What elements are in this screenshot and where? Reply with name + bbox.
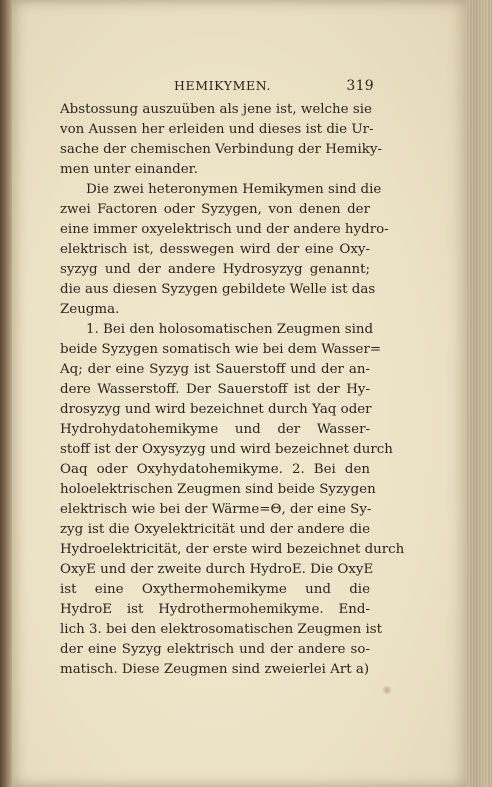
text-line: sache der chemischen Verbindung der Hemiky-	[60, 142, 382, 157]
text-line: syzyg und der andere Hydrosyzyg genannt;	[60, 262, 370, 277]
text-line: stoff ist der Oxysyzyg und wird bezeichnet durch	[60, 442, 393, 457]
text-line: der eine Syzyg elektrisch und der andere so-	[60, 642, 370, 657]
running-title: HEMIKYMEN.	[174, 78, 272, 93]
paper-stain	[381, 686, 393, 694]
text-line: drosyzyg und wird bezeichnet durch Yaq oder	[60, 402, 372, 417]
text-line: Hydrohydatohemikyme und der Wasser-	[60, 422, 370, 437]
text-line: 1. Bei den holosomatischen Zeugmen sind	[86, 322, 374, 337]
text-line: dere Wasserstoff. Der Sauerstoff ist der Hy-	[60, 382, 370, 397]
text-line: die aus diesen Syzygen gebildete Welle ist das	[60, 282, 376, 297]
text-line: elektrisch wie bei der Wärme=Θ, der eine Sy-	[60, 502, 372, 517]
text-line: beide Syzygen somatisch wie bei dem Wasser=	[60, 342, 382, 357]
page-edges	[466, 0, 492, 787]
page-number: 319	[346, 78, 374, 94]
text-line: eine immer oxyelektrisch und der andere hydro-	[60, 222, 389, 237]
text-line: ist eine Oxythermohemikyme und die	[60, 582, 370, 597]
text-line: zwei Factoren oder Syzygen, von denen der	[60, 202, 370, 217]
text-line: Aq; der eine Syzyg ist Sauerstoff und der an-	[60, 362, 370, 377]
text-line: men unter einander.	[60, 162, 198, 177]
text-line: Die zwei heteronymen Hemikymen sind die	[86, 182, 382, 197]
text-line: holoelektrischen Zeugmen sind beide Syzygen	[60, 482, 376, 497]
running-header	[62, 78, 374, 98]
text-line: OxyE und der zweite durch HydroE. Die OxyE	[60, 562, 374, 577]
text-line: elektrisch ist, desswegen wird der eine Oxy-	[60, 242, 370, 257]
text-line: matisch. Diese Zeugmen sind zweierlei Art a)	[60, 662, 370, 677]
text-line: lich 3. bei den elektrosomatischen Zeugmen ist	[60, 622, 383, 637]
text-line: Abstossung auszuüben als jene ist, welche sie	[60, 102, 372, 117]
text-line: von Aussen her erleiden und dieses ist die Ur-	[60, 122, 374, 137]
text-line: Oaq oder Oxyhydatohemikyme. 2. Bei den	[60, 462, 370, 477]
text-line: HydroE ist Hydrothermohemikyme. End-	[60, 602, 370, 617]
text-line: Zeugma.	[60, 302, 120, 317]
text-line: zyg ist die Oxyelektricität und der andere die	[60, 522, 370, 537]
text-line: Hydroelektricität, der erste wird bezeichnet durch	[60, 542, 405, 557]
